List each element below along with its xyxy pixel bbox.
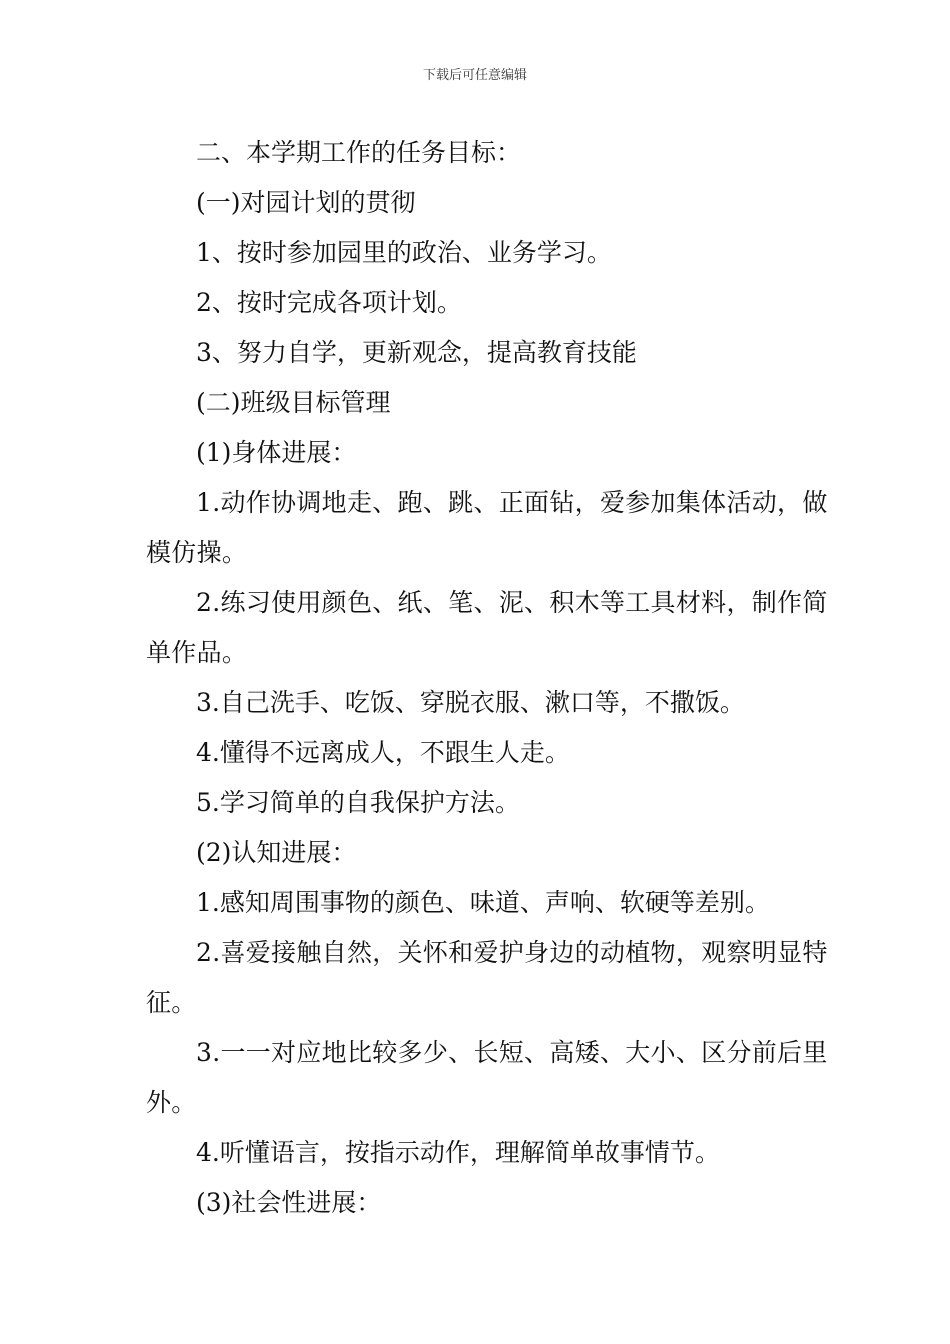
list-item: 1.动作协调地走、跑、跳、正面钻，爱参加集体活动，做模仿操。 bbox=[146, 488, 828, 567]
category-heading: (2)认知进展： bbox=[196, 838, 357, 867]
section-heading: 二、本学期工作的任务目标： bbox=[196, 138, 522, 167]
list-item: 4.听懂语言，按指示动作，理解简单故事情节。 bbox=[196, 1138, 720, 1167]
list-item: 1.感知周围事物的颜色、味道、声响、软硬等差别。 bbox=[196, 888, 770, 917]
document-body bbox=[146, 128, 836, 1228]
category-heading: (3)社会性进展： bbox=[196, 1188, 382, 1217]
list-item: 3.自己洗手、吃饭、穿脱衣服、漱口等，不撒饭。 bbox=[196, 688, 745, 717]
subsection-heading: (一)对园计划的贯彻 bbox=[196, 188, 416, 217]
list-item: 3、努力自学，更新观念，提高教育技能 bbox=[196, 338, 637, 367]
list-item: 2.练习使用颜色、纸、笔、泥、积木等工具材料，制作简单作品。 bbox=[146, 588, 828, 667]
list-item: 2.喜爱接触自然，关怀和爱护身边的动植物，观察明显特征。 bbox=[146, 938, 828, 1017]
list-item: 1、按时参加园里的政治、业务学习。 bbox=[196, 238, 612, 267]
list-item: 3.一一对应地比较多少、长短、高矮、大小、区分前后里外。 bbox=[146, 1038, 828, 1117]
list-item: 2、按时完成各项计划。 bbox=[196, 288, 462, 317]
list-item: 4.懂得不远离成人，不跟生人走。 bbox=[196, 738, 570, 767]
header-note: 下载后可任意编辑 bbox=[422, 68, 527, 83]
list-item: 5.学习简单的自我保护方法。 bbox=[196, 788, 520, 817]
category-heading: (1)身体进展： bbox=[196, 438, 357, 467]
subsection-heading: (二)班级目标管理 bbox=[196, 388, 391, 417]
